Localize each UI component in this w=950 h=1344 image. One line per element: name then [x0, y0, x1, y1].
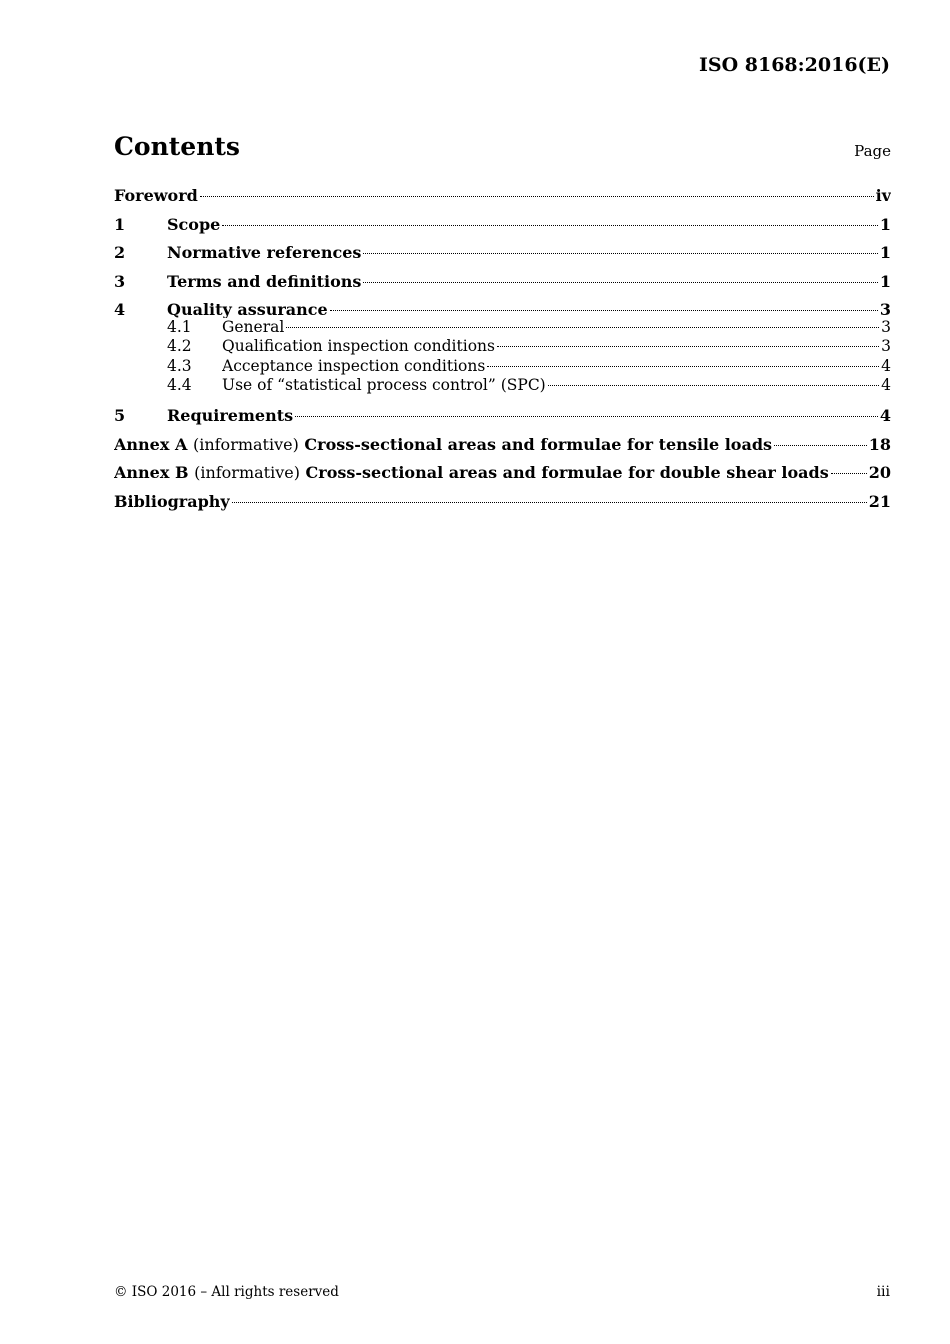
toc-entry-page: 3	[881, 337, 891, 356]
table-of-contents	[114, 184, 891, 518]
toc-entry-scope[interactable]	[114, 213, 891, 242]
copyright-notice: © ISO 2016 – All rights reserved	[114, 1284, 339, 1300]
toc-entry-annex-b[interactable]	[114, 461, 891, 490]
toc-entry-title: Use of “statistical process control” (SPC)	[222, 375, 546, 394]
annex-qualifier: (informative)	[194, 463, 300, 483]
toc-entry-title: Terms and definitions	[167, 271, 362, 291]
annex-title: Cross-sectional areas and formulae for tensile loads	[304, 434, 773, 454]
toc-entry-page: 20	[868, 463, 891, 483]
toc-entry-number: 4.4	[167, 375, 192, 394]
toc-entry-title: Requirements	[167, 406, 294, 426]
toc-entry-title: Normative references	[167, 243, 362, 262]
toc-entry-page: 1	[879, 243, 891, 262]
annex-label: Annex A	[114, 434, 188, 454]
dot-leader	[363, 253, 877, 254]
dot-leader	[363, 282, 877, 283]
dot-leader	[232, 502, 867, 503]
toc-entry-requirements[interactable]	[114, 404, 891, 433]
toc-entry-page: 21	[868, 491, 891, 511]
toc-entry-title: Scope	[167, 214, 221, 234]
toc-entry-number: 4.2	[167, 337, 192, 356]
toc-entry-title: Foreword	[114, 186, 198, 205]
page-column-label: Page	[854, 142, 891, 160]
dot-leader	[200, 196, 874, 197]
page-number: iii	[876, 1284, 890, 1300]
annex-label: Annex B	[114, 463, 189, 483]
toc-entry-normative-references[interactable]	[114, 241, 891, 270]
toc-entry-number: 5	[114, 406, 126, 426]
toc-entry-quality-assurance[interactable]	[114, 298, 891, 318]
annex-qualifier: (informative)	[192, 434, 299, 454]
toc-entry-page: 1	[879, 214, 891, 234]
toc-entry-page: 3	[879, 300, 891, 318]
toc-entry-page: 4	[879, 406, 891, 426]
contents-heading: Contents	[114, 132, 241, 161]
toc-entry-page: 3	[881, 318, 891, 336]
dot-leader	[487, 366, 879, 367]
toc-subentry-general[interactable]	[114, 318, 891, 337]
toc-entry-foreword[interactable]	[114, 184, 891, 213]
toc-entry-bibliography[interactable]	[114, 490, 891, 519]
dot-leader	[548, 385, 879, 386]
toc-entry-page: 4	[881, 356, 891, 375]
document-identifier: ISO 8168:2016(E)	[698, 54, 890, 76]
toc-entry-title: Acceptance inspection conditions	[222, 356, 486, 375]
toc-entry-title: Bibliography	[114, 491, 230, 511]
toc-entry-title: Quality assurance	[167, 300, 328, 318]
toc-entry-number: 2	[114, 243, 126, 262]
toc-entry-terms-and-definitions[interactable]	[114, 270, 891, 299]
dot-leader	[295, 416, 878, 417]
dot-leader	[497, 346, 879, 347]
toc-entry-title	[114, 433, 772, 457]
toc-subentry-qualification-inspection[interactable]	[114, 337, 891, 356]
toc-entry-page: 4	[881, 375, 891, 394]
toc-entry-number: 1	[114, 214, 126, 234]
dot-leader	[831, 473, 867, 474]
toc-entry-number: 4	[114, 300, 126, 318]
toc-entry-title: Qualification inspection conditions	[222, 337, 495, 356]
toc-subentry-acceptance-inspection[interactable]	[114, 357, 891, 376]
toc-entry-title: General	[222, 318, 285, 336]
toc-entry-title	[114, 461, 829, 485]
dot-leader	[774, 445, 867, 446]
dot-leader	[286, 327, 879, 328]
toc-subentry-spc[interactable]	[114, 376, 891, 395]
toc-entry-number: 3	[114, 271, 126, 291]
toc-entry-number: 4.3	[167, 356, 192, 375]
toc-entry-annex-a[interactable]	[114, 433, 891, 462]
dot-leader	[222, 225, 878, 226]
dot-leader	[330, 310, 878, 311]
toc-entry-page: iv	[875, 186, 891, 205]
toc-entry-page: 1	[879, 271, 891, 291]
toc-entry-page: 18	[868, 434, 891, 454]
toc-entry-number: 4.1	[167, 318, 192, 336]
annex-title: Cross-sectional areas and formulae for double shear loads	[305, 463, 829, 483]
